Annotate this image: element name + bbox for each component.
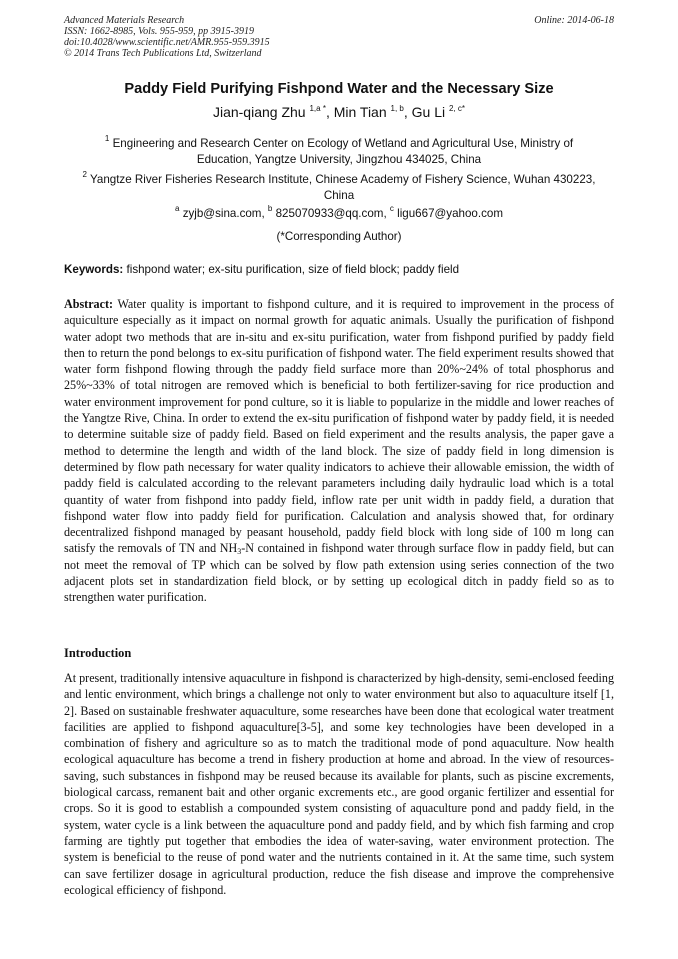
email-list (40, 204, 638, 220)
keywords (64, 263, 614, 276)
affiliation-2 (80, 172, 598, 204)
introduction-text: At present, traditionally intensive aquaculture in fishpond is characterized by high-density, semi-enclosed feeding and lentic environment, which brings a challenge not only to water environment but also to aquaculture itself [1, 2]. Based on sustainable freshwater aquaculture, some researches have been done that ecological water treatment facilities are applied to fishpond aquaculture[3-5], and some key technologies have been developed in a combination of fishery and agriculture so as to match the traditional mode of pond aquaculture. Now health ecological aquaculture has become a trend in fishery production at home and abroad. In the view of resources-saving, such substances in fishpond may be reused because its available for plants, such as piscine excrements, biological carcass, remanent bait and other organic excrements etc., are good organic fertilizer and essential for crops. So it is good to establish a compounded system consisting of aquaculture pond and paddy field, in the system, water cycle is a link between the aquaculture pond and paddy field, and by which fish farming and crop farming are tightly put together that embodies the idea of water-saving, water environment protection. The system is beneficial to the reuse of pond water and the nutrients contained in it. At the same time, such system can save fertilizer dosage in agricultural production, reduce the fish disease and improve the comprehensive ecological efficiency of fishpond. (64, 671, 614, 897)
author-superscript: 1, b (390, 104, 404, 113)
email-address[interactable]: zyjb@sina.com (182, 207, 262, 220)
email-key: b (267, 204, 273, 213)
online-date: Online: 2014-06-18 (534, 15, 614, 26)
affiliation-text: Yangtze River Fisheries Research Institute, Chinese Academy of Fishery Science, Wuhan 430223, China (90, 173, 596, 202)
author-list (40, 104, 638, 120)
author-name: Gu Li (411, 104, 446, 120)
email-separator: , (261, 207, 268, 220)
journal-name: Advanced Materials Research (64, 15, 185, 26)
author-superscript: 2, c* (449, 104, 466, 113)
abstract-label: Abstract: (64, 297, 114, 311)
keywords-label: Keywords: (64, 263, 124, 276)
abstract-text-part2: -N contained in fishpond water through surface flow in paddy field, but can not meet the removal of TP which can be solved by flow path extension using series connection of the two adjacent plots set in standardization field block, or by setting up ecological ditch in paddy field so as to strengthen water purification. (64, 541, 615, 605)
journal-issn: ISSN: 1662-8985, Vols. 955-959, pp 3915-3919 (64, 26, 254, 37)
keywords-text: fishpond water; ex-situ purification, size of field block; paddy field (126, 263, 460, 276)
email-separator: , (383, 207, 390, 220)
email-address[interactable]: ligu667@yahoo.com (397, 207, 503, 220)
journal-copyright: © 2014 Trans Tech Publications Ltd, Switzerland (64, 48, 262, 59)
affiliation-text: Engineering and Research Center on Ecology of Wetland and Agricultural Use, Ministry of Education, Yangtze University, Jingzhou 434025, China (112, 137, 574, 166)
abstract-subscript: 3 (237, 547, 242, 557)
author-name: Jian-qiang Zhu (212, 104, 306, 120)
email-key: a (175, 204, 180, 213)
author-name: Min Tian (333, 104, 387, 120)
abstract-text-part1: Water quality is important to fishpond culture, and it is required to improvement in the process of aquiculture especially as it impact on normal growth for aquatic animals. Usually the purification of fishpond water adopt two methods that are in-situ and ex-situ purification, water from fishpond purified by paddy field then to return the pond belongs to ex-situ purification of fishpond water. The field experiment results showed that water form fishpond flowing through the paddy field surface more than 20%~24% of total phosphorus and 25%~33% of total nitrogen are removed which is beneficial to both fertilizer-saving for rice production and water environment improvement for pond culture, so it is liable to popularize in the middle and lower reaches of the Yangtze Rive, China. In order to extend the ex-situ purification of fishpond water by paddy field, it is needed to determine suitable size of paddy field. Based on field experiment and the results analysis, the paper gave a method to determine the length and width of the land block. The size of paddy field in long dimension is determined by flow path necessary for water quality indicators to achieve their allowable emission, the width of paddy field is calculated according to the relevant parameters including daily hydraulic load which is a total quantity of water from fishpond into paddy field, inflow rate per unit width in paddy field, a duration that fishpond water flow into paddy field for purification. Calculation and analysis showed that, for ordinary decentralized fishpond managed by peasant household, paddy field block with long side of 100 m long can satisfy the removals of TN and NH (64, 297, 614, 556)
affiliation-number: 2 (82, 170, 87, 179)
author-superscript: 1,a * (309, 104, 326, 113)
email-address[interactable]: 825070933@qq.com (275, 207, 384, 220)
affiliation-1 (80, 136, 598, 168)
author-separator: , (403, 104, 412, 120)
abstract (64, 296, 614, 606)
journal-doi: doi:10.4028/www.scientific.net/AMR.955-959.3915 (64, 37, 270, 48)
paper-title: Paddy Field Purifying Fishpond Water and the Necessary Size (124, 81, 554, 97)
affiliation-number: 1 (104, 134, 110, 143)
introduction-heading: Introduction (64, 646, 132, 660)
journal-info (64, 15, 270, 59)
corresponding-note: (*Corresponding Author) (276, 230, 402, 243)
author-separator: , (325, 104, 334, 120)
email-key: c (389, 204, 394, 213)
